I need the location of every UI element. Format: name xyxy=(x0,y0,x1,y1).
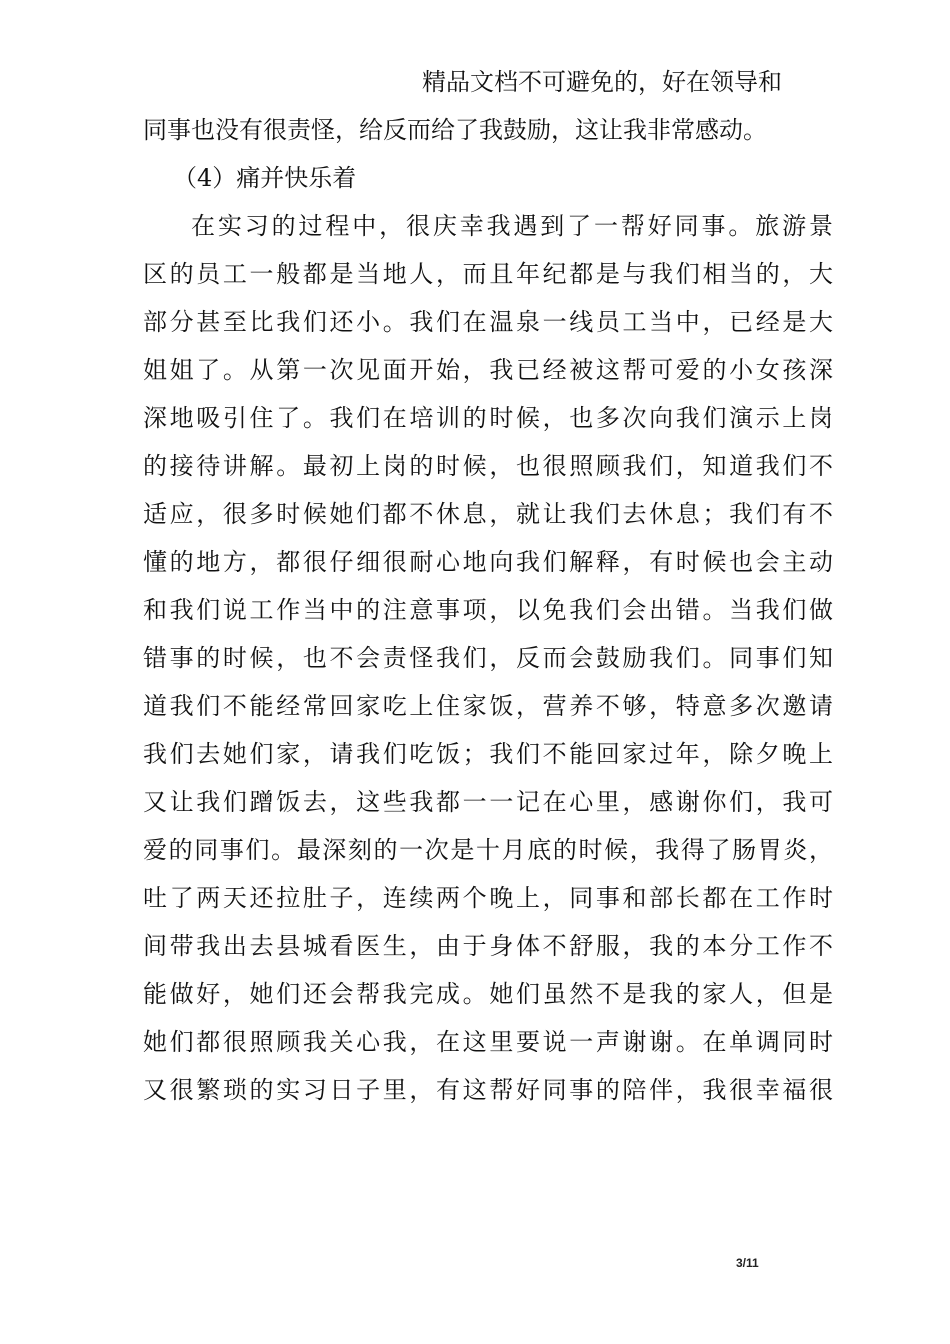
page-number: 3/11 xyxy=(736,1256,759,1270)
text-line: 的接待讲解。最初上岗的时候，也很照顾我们，知道我们不 xyxy=(143,452,833,480)
text-line: 她们都很照顾我关心我，在这里要说一声谢谢。在单调同时 xyxy=(143,1028,833,1056)
text-line: 吐了两天还拉肚子，连续两个晚上，同事和部长都在工作时 xyxy=(143,884,833,912)
text-line: 部分甚至比我们还小。我们在温泉一线员工当中，已经是大 xyxy=(143,308,833,336)
text-line: 爱的同事们。最深刻的一次是十月底的时候，我得了肠胃炎， xyxy=(143,836,833,864)
text-line: 懂的地方，都很仔细很耐心地向我们解释，有时候也会主动 xyxy=(143,548,833,576)
text-line: 我们去她们家，请我们吃饭；我们不能回家过年，除夕晚上 xyxy=(143,740,833,768)
body-text xyxy=(143,112,833,1120)
text-line: 适应，很多时候她们都不休息，就让我们去休息；我们有不 xyxy=(143,500,833,528)
text-line: 间带我出去县城看医生，由于身体不舒服，我的本分工作不 xyxy=(143,932,833,960)
text-line: 同事也没有很责怪，给反而给了我鼓励，这让我非常感动。 xyxy=(143,116,767,144)
text-line: 区的员工一般都是当地人，而且年纪都是与我们相当的，大 xyxy=(143,260,833,288)
text-line: 又让我们蹭饭去，这些我都一一记在心里，感谢你们，我可 xyxy=(143,788,833,816)
paragraph-first-line: 在实习的过程中，很庆幸我遇到了一帮好同事。旅游景 xyxy=(191,212,833,240)
text-line: 错事的时候，也不会责怪我们，反而会鼓励我们。同事们知 xyxy=(143,644,833,672)
text-line: 深地吸引住了。我们在培训的时候，也多次向我们演示上岗 xyxy=(143,404,833,432)
continued-text-line: 精品文档不可避免的，好在领导和 xyxy=(422,68,782,96)
text-line: 和我们说工作当中的注意事项，以免我们会出错。当我们做 xyxy=(143,596,833,624)
text-line: 姐姐了。从第一次见面开始，我已经被这帮可爱的小女孩深 xyxy=(143,356,833,384)
text-line: 道我们不能经常回家吃上住家饭，营养不够，特意多次邀请 xyxy=(143,692,833,720)
text-line: 又很繁琐的实习日子里，有这帮好同事的陪伴，我很幸福很 xyxy=(143,1076,833,1104)
text-line: 能做好，她们还会帮我完成。她们虽然不是我的家人，但是 xyxy=(143,980,833,1008)
section-heading: （4）痛并快乐着 xyxy=(173,164,357,192)
